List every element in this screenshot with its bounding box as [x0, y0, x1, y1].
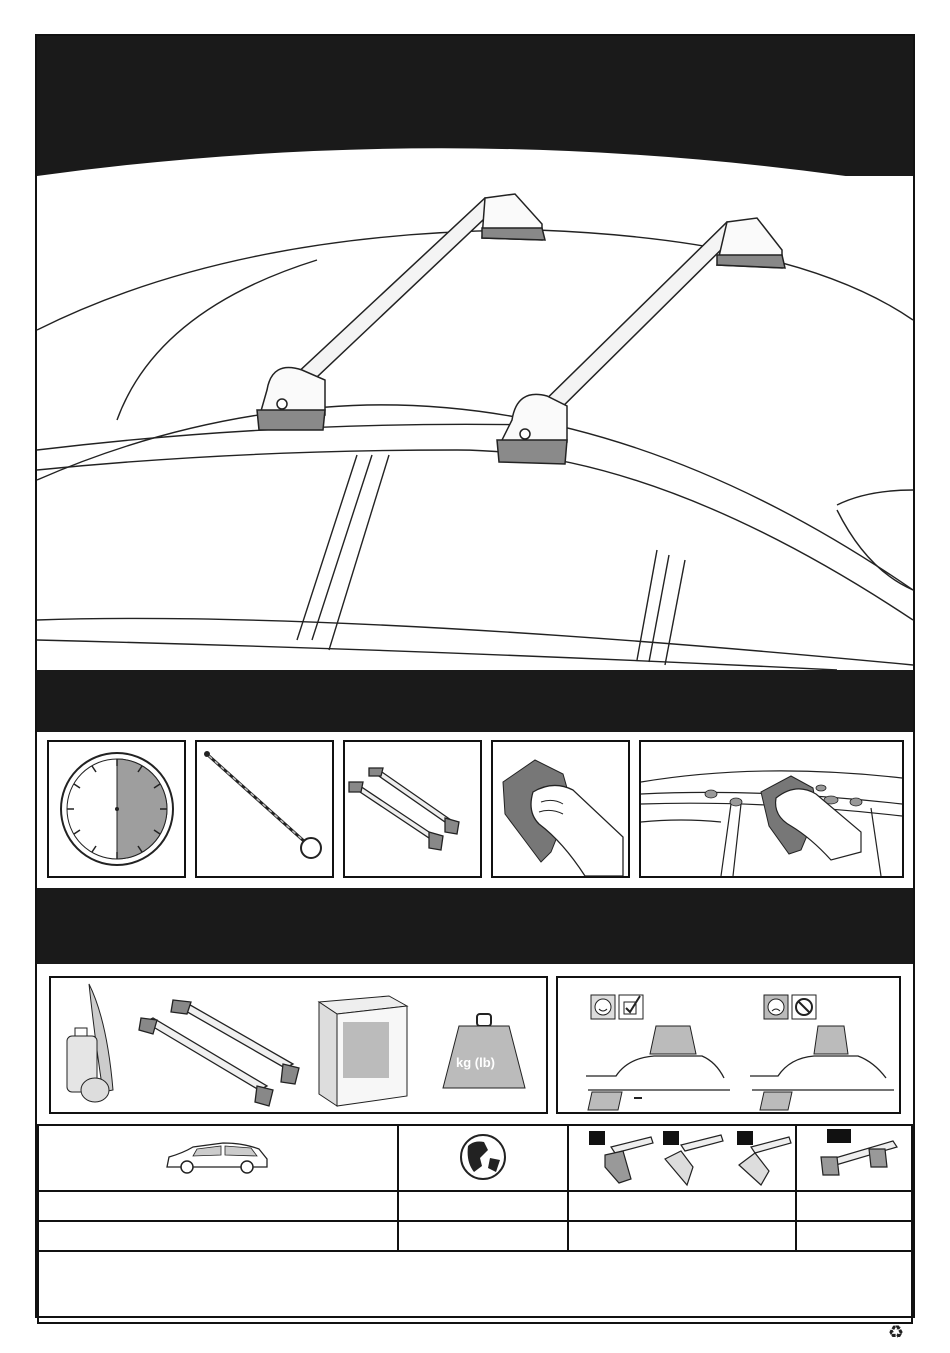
weight-label: kg (lb) — [456, 1055, 495, 1070]
page-frame — [35, 34, 915, 1318]
recycle-icon: ♻ — [888, 1322, 905, 1343]
